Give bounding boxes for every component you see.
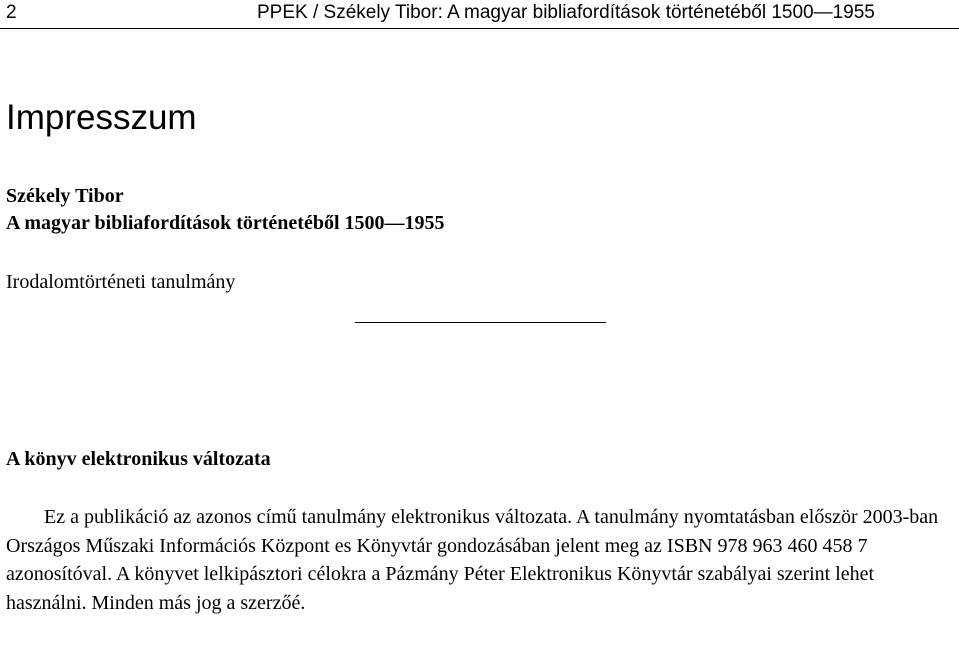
page-header [0, 0, 959, 32]
author-name: Székely Tibor [6, 185, 124, 207]
page-title: Impresszum [6, 98, 197, 137]
body-paragraph: Ez a publikáció az azonos című tanulmány elektronikus változata. A tanulmány nyomtatásban először 2003-ban Országos Műszaki Információs Központ es Könyvtár gondozásában jelent meg az ISBN 978 963 460 458 7 azonosítóval. A könyvet lelkipásztori célokra a Pázmány Péter Elektronikus Könyvtár szabályai szerint lehet használni. Minden más jog a szerzőé. [6, 506, 939, 614]
page-number: 2 [6, 2, 17, 23]
header-divider [0, 28, 959, 29]
book-title: A magyar bibliafordítások történetéből 1500—1955 [6, 212, 445, 234]
running-title: PPEK / Székely Tibor: A magyar bibliafordítások történetéből 1500—1955 [257, 2, 875, 23]
section-heading: A könyv elektronikus változata [6, 448, 271, 470]
book-subtitle: Irodalomtörténeti tanulmány [6, 271, 236, 293]
section-divider [355, 322, 606, 323]
